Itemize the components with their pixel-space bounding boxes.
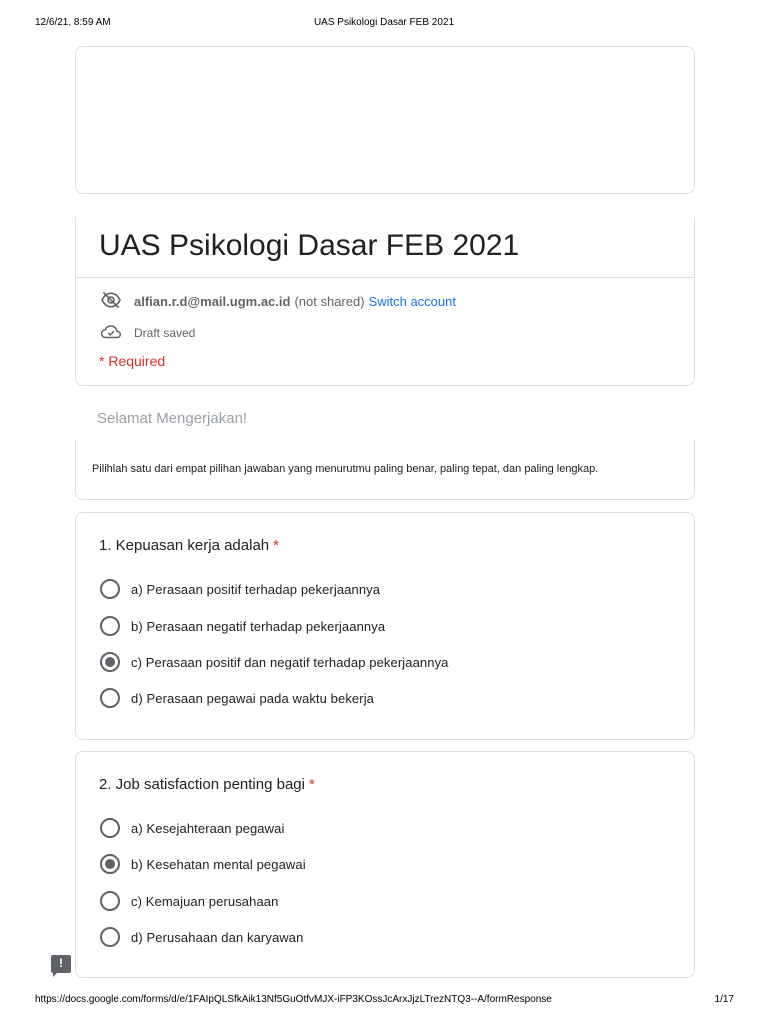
option-label: c) Perasaan positif dan negatif terhadap pekerjaannya [131,654,449,670]
radio-option-selected[interactable] [100,651,449,673]
radio-button[interactable] [100,927,120,947]
switch-account-link[interactable]: Switch account [368,293,456,309]
title-divider [76,277,694,278]
section-description: Pilihlah satu dari empat pilihan jawaban yang menurutmu paling benar, paling tepat, dan paling lengkap. [92,463,599,475]
radio-option[interactable] [100,817,284,839]
radio-button[interactable] [100,616,120,636]
print-page-title: UAS Psikologi Dasar FEB 2021 [313,17,455,28]
radio-option-selected[interactable] [100,853,306,875]
print-url: https://docs.google.com/forms/d/e/1FAIpQLSfkAik13Nf5GuOtfvMJX-iFP3KOssJcArxJjzLTrezNTQ3--A/formResponse [35,994,552,1005]
radio-option[interactable] [100,615,385,637]
radio-button[interactable] [100,891,120,911]
draft-status-row [100,322,195,344]
radio-option[interactable] [100,890,278,912]
form-title: UAS Psikologi Dasar FEB 2021 [99,229,520,262]
radio-option[interactable] [100,926,303,948]
form-title-card [75,212,695,386]
question-title [99,537,279,554]
required-note: * Required [99,353,166,369]
radio-button-checked[interactable] [100,652,120,672]
cloud-check-icon [100,324,122,343]
eye-off-icon [100,291,122,312]
option-label: b) Perasaan negatif terhadap pekerjaannya [131,618,386,634]
option-label: c) Kemajuan perusahaan [131,893,279,909]
radio-option[interactable] [100,578,380,600]
section-description-card [75,440,695,500]
question-title-text: 1. Kepuasan kerja adalah [99,537,270,554]
print-header [0,17,768,31]
radio-button[interactable] [100,818,120,838]
question-title [99,776,315,793]
section-title: Selamat Mengerjakan! [97,410,248,427]
option-label: b) Kesehatan mental pegawai [131,856,306,872]
not-shared-label: (not shared) [294,293,365,309]
feedback-icon[interactable] [51,955,71,973]
draft-status-text: Draft saved [134,326,196,340]
option-label: a) Perasaan positif terhadap pekerjaannya [131,581,381,597]
print-page-number: 1/17 [714,994,734,1005]
option-label: a) Kesejahteraan pegawai [131,820,285,836]
account-row [100,290,456,312]
question-card-2 [75,751,695,978]
radio-button-checked[interactable] [100,854,120,874]
form-header-banner [75,46,695,194]
option-label: d) Perasaan pegawai pada waktu bekerja [131,690,375,706]
required-asterisk: * [308,776,315,793]
account-email: alfian.r.d@mail.ugm.ac.id [134,293,291,309]
print-timestamp: 12/6/21, 8:59 AM [35,17,111,28]
question-title-text: 2. Job satisfaction penting bagi [99,776,305,793]
question-card-1 [75,512,695,740]
option-label: d) Perusahaan dan karyawan [131,929,304,945]
radio-button[interactable] [100,579,120,599]
radio-button[interactable] [100,688,120,708]
required-asterisk: * [273,537,279,554]
radio-option[interactable] [100,687,374,709]
